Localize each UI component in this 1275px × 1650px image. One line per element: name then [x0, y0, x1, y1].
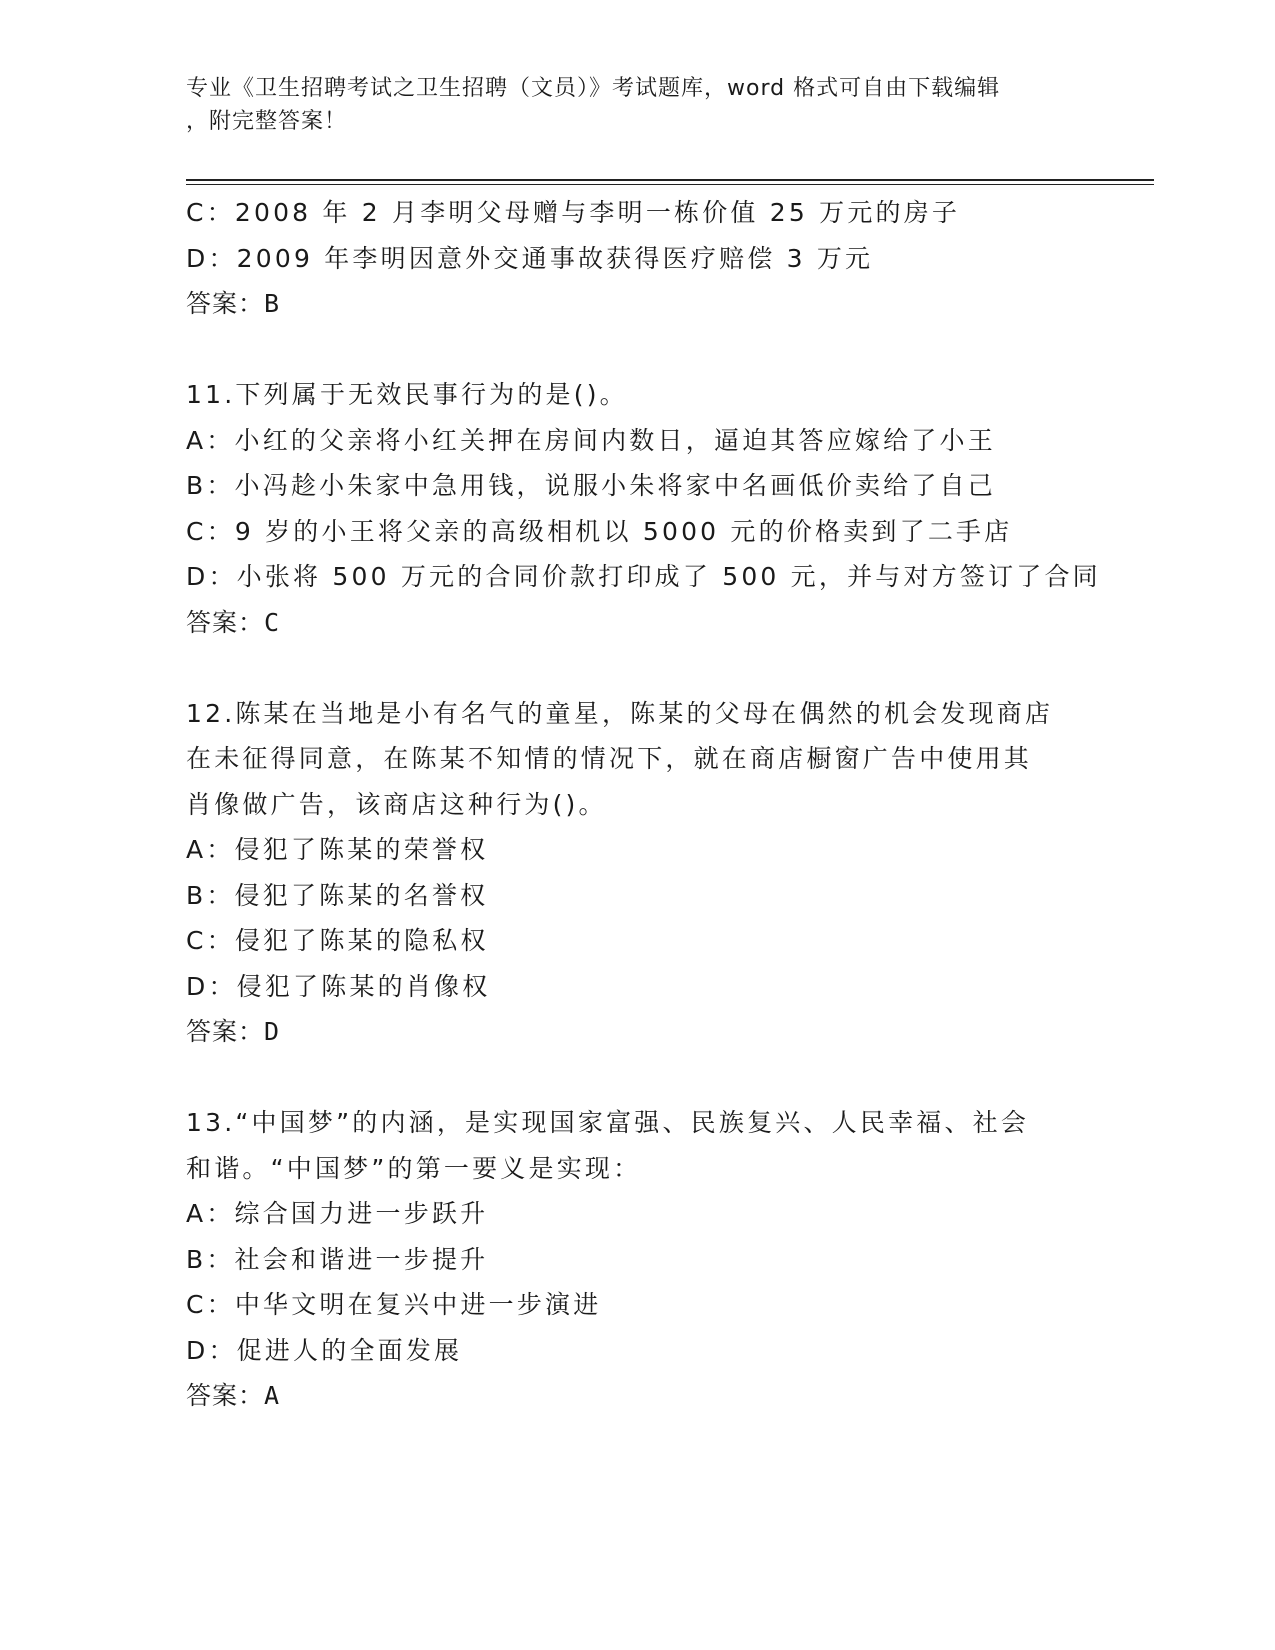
header-divider-thick [186, 179, 1154, 181]
option-b: B：侵犯了陈某的名誉权 [186, 880, 489, 910]
question-13 [186, 1100, 1086, 1419]
question-list [186, 190, 1101, 1419]
document-header [186, 72, 1066, 138]
question-10-fragment [186, 190, 1086, 327]
header-line-2: ，附完整答案！ [186, 109, 348, 134]
answer: 答案：B [186, 289, 281, 318]
question-12 [186, 691, 1086, 1055]
option-d: D：侵犯了陈某的肖像权 [186, 971, 491, 1001]
option-b: B：小冯趁小朱家中急用钱，说服小朱将家中名画低价卖给了自己 [186, 471, 996, 500]
option-a: A：综合国力进一步跃升 [186, 1199, 489, 1228]
option-d: D：2009 年李明因意外交通事故获得医疗赔偿 3 万元 [186, 243, 874, 273]
question-stem-line-1: 12.陈某在当地是小有名气的童星，陈某的父母在偶然的机会发现商店 [186, 698, 1054, 728]
option-a: A：小红的父亲将小红关押在房间内数日，逼迫其答应嫁给了小王 [186, 425, 996, 455]
option-c: C：中华文明在复兴中进一步演进 [186, 1290, 602, 1319]
option-b: B：社会和谐进一步提升 [186, 1244, 489, 1274]
spacer [186, 327, 1086, 373]
answer: 答案：D [186, 1017, 281, 1046]
spacer [186, 645, 1086, 691]
question-stem-line-1: 13.“中国梦”的内涵，是实现国家富强、民族复兴、人民幸福、社会 [186, 1108, 1030, 1137]
answer: 答案：C [186, 607, 281, 637]
option-c: C：9 岁的小王将父亲的高级相机以 5000 元的价格卖到了二手店 [186, 516, 1013, 546]
header-divider-thin [186, 184, 1154, 185]
option-a: A：侵犯了陈某的荣誉权 [186, 835, 489, 864]
question-stem: 11.下列属于无效民事行为的是()。 [186, 380, 628, 409]
header-line-1: 专业《卫生招聘考试之卫生招聘（文员）》考试题库，word 格式可自由下载编辑 [186, 76, 1001, 101]
answer: 答案：A [186, 1381, 281, 1410]
question-stem-line-3: 肖像做广告，该商店这种行为()。 [186, 789, 607, 819]
spacer [186, 1055, 1086, 1101]
option-d: D：促进人的全面发展 [186, 1335, 463, 1365]
question-stem-line-2: 和谐。“中国梦”的第一要义是实现： [186, 1153, 642, 1183]
question-11 [186, 372, 1101, 645]
question-stem-line-2: 在未征得同意，在陈某不知情的情况下，就在商店橱窗广告中使用其 [186, 744, 1033, 773]
option-d: D：小张将 500 万元的合同价款打印成了 500 元，并与对方签订了合同 [186, 562, 1101, 591]
option-c: C：2008 年 2 月李明父母赠与李明一栋价值 25 万元的房子 [186, 198, 961, 227]
option-c: C：侵犯了陈某的隐私权 [186, 926, 489, 955]
